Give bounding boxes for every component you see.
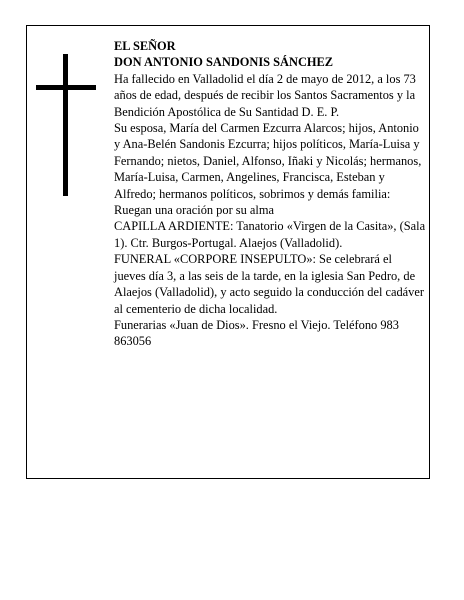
notice-heading: EL SEÑOR — [114, 39, 176, 53]
notice-text — [114, 38, 426, 350]
funeral-home-info: Funerarias «Juan de Dios». Fresno el Viejo. Teléfono 983 863056 — [114, 317, 399, 349]
deceased-name: DON ANTONIO SANDONIS SÁNCHEZ — [114, 55, 334, 70]
chapel-info: CAPILLA ARDIENTE: Tanatorio «Virgen de la Casita», (Sala 1). Ctr. Burgos-Portugal. Alaejos (Valladolid). — [114, 219, 426, 250]
funeral-info: FUNERAL «CORPORE INSEPULTO»: Se celebrará el jueves día 3, a las seis de la tarde, en la iglesia San Pedro, de Alaejos (Valladolid), y acto seguido la conducción del cadáver al cementerio de dicha localidad. — [114, 252, 424, 316]
prayer-request: Ruegan una oración por su alma — [114, 203, 274, 218]
cross-horizontal-bar — [36, 85, 96, 90]
family-list: Su esposa, María del Carmen Ezcurra Alarcos; hijos, Antonio y Ana-Belén Sandonis Ezcurra; hijos políticos, María-Luisa y Fernando; nietos, Daniel, Alfonso, Iñaki y Nicolás; hermanos, María-Luisa, Carmen, Angelines, Francisca, Esteban y Alfredo; hermanos políticos, sobrimos y demás familia: — [114, 121, 422, 201]
cross-icon — [36, 54, 96, 196]
cross-vertical-bar — [63, 54, 68, 196]
death-announcement: Ha fallecido en Valladolid el día 2 de mayo de 2012, a los 73 años de edad, después de recibir los Santos Sacramentos y la Bendición Apostólica de Su Santidad D. E. P. — [114, 71, 416, 119]
obituary-notice — [26, 25, 430, 479]
